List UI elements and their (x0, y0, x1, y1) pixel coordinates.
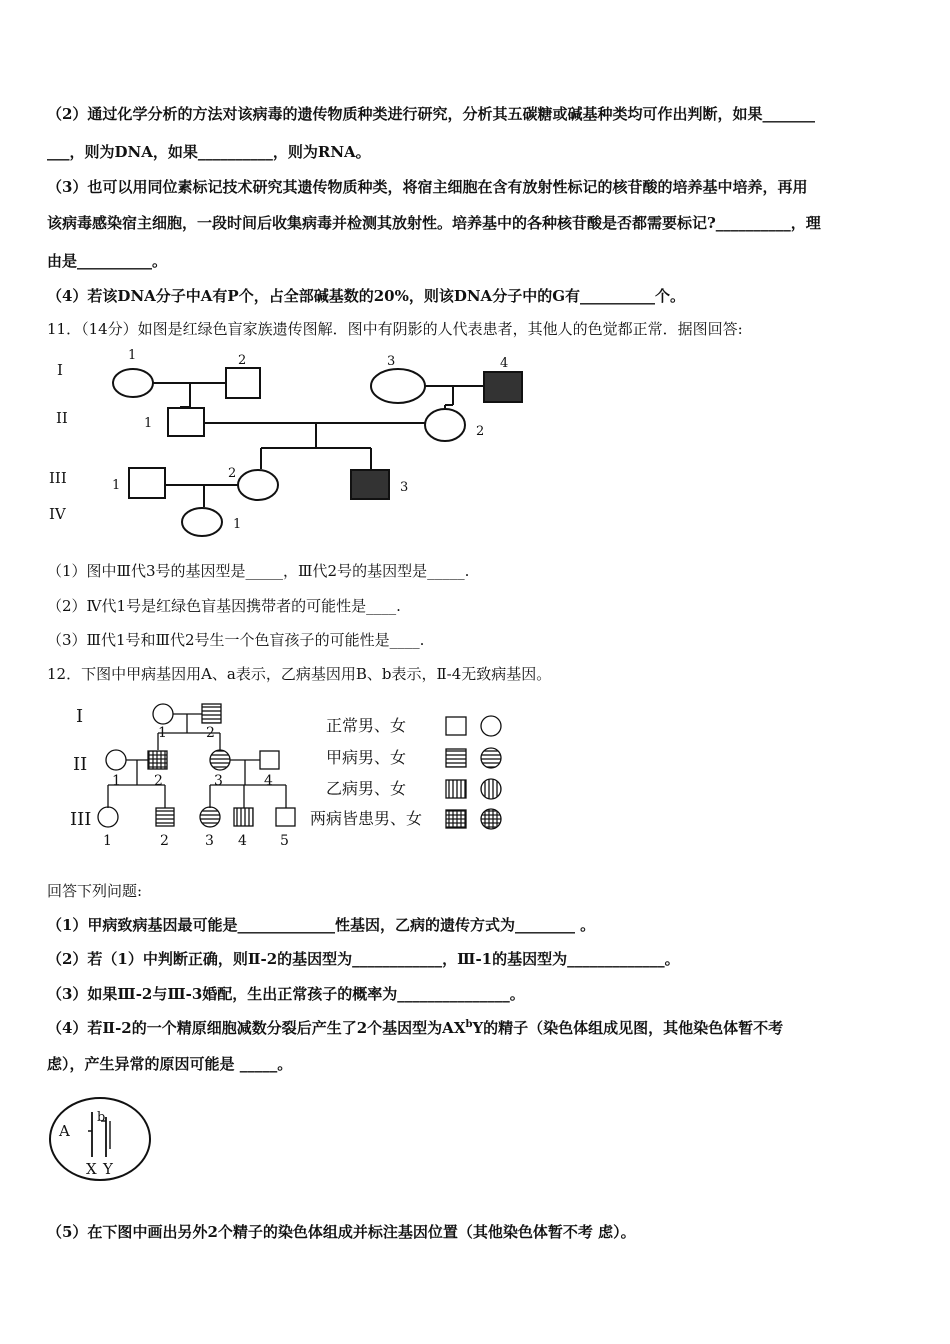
q11-num-III1: 1 (112, 478, 121, 493)
q11-II1 (168, 408, 204, 436)
q12-gen-I: I (76, 706, 84, 727)
q10-p3-line1: （3）也可以用同位素标记技术研究其遗传物质种类，将宿主细胞在含有放射性标记的核苷酸的培养基中培养，再用 (47, 178, 808, 196)
q12-q1: （1）甲病致病基因最可能是_____________性基因，乙病的遗传方式为________ 。 (47, 916, 596, 934)
q12-II2 (148, 751, 167, 769)
q12-stem: 12．下图中甲病基因用A、a表示，乙病基因用B、b表示，Ⅱ-4无致病基因。 (47, 665, 552, 683)
q11-num-III2: 2 (228, 466, 237, 481)
q12-pedigree (60, 698, 520, 858)
q12-num-I1: 1 (158, 725, 167, 741)
q11-I3 (371, 369, 425, 403)
q11-III1 (129, 468, 165, 498)
q10-p3-line2: 该病毒感染宿主细胞，一段时间后收集病毒并检测其放射性。培养基中的各种核苷酸是否都需要标记?__________，理 (47, 214, 821, 232)
q12-q4-text-a: （4）若Ⅱ-2的一个精原细胞减数分裂后产生了2个基因型为AX (47, 1019, 466, 1037)
q12-num-I2: 2 (206, 725, 215, 741)
q10-p3-line3: 由是__________。 (47, 252, 168, 270)
q12-III2 (156, 808, 174, 826)
q12-q3: （3）如果Ⅲ-2与Ⅲ-3婚配，生出正常孩子的概率为_______________。 (47, 985, 525, 1003)
q11-I2 (226, 368, 260, 398)
q11-q1: （1）图中Ⅲ代3号的基因型是_____，Ⅲ代2号的基因型是_____. (47, 562, 470, 580)
q12-num-II4: 4 (264, 773, 273, 789)
q11-num-I1: 1 (128, 348, 137, 363)
q12-I1 (153, 704, 173, 724)
q12-legend-both: 两病皆患男、女 (310, 809, 423, 828)
cell-label-A: A (59, 1122, 70, 1140)
q11-gen-III: III (49, 469, 67, 487)
q11-num-II1: 1 (144, 416, 153, 431)
q12-q4-superscript: b (465, 1019, 473, 1030)
q11-num-I4: 4 (500, 356, 509, 371)
q12-q4-line1 (47, 1017, 783, 1038)
q12-III1 (98, 807, 118, 827)
q10-p2-line2: ___，则为DNA，如果__________，则为RNA。 (47, 143, 371, 161)
q11-pedigree (40, 345, 550, 545)
q12-legend-normal: 正常男、女 (326, 716, 407, 735)
q12-q2: （2）若（1）中判断正确，则Ⅱ-2的基因型为____________，Ⅲ-1的基因型为_____________。 (47, 950, 680, 968)
q11-III3 (351, 470, 389, 499)
q11-II2 (425, 409, 465, 441)
q12-II3 (210, 750, 230, 770)
q12-num-III2: 2 (160, 833, 169, 849)
q12-num-II2: 2 (154, 773, 163, 789)
q12-gen-III: III (70, 809, 92, 830)
q11-gen-II: II (56, 409, 68, 427)
q12-num-III1: 1 (103, 833, 112, 849)
q12-num-III3: 3 (205, 833, 214, 849)
q12-num-II1: 1 (112, 773, 121, 789)
q10-p2-line1: （2）通过化学分析的方法对该病毒的遗传物质种类进行研究，分析其五碳糖或碱基种类均可作出判断，如果_______ (47, 105, 815, 123)
cell-label-X: X (86, 1160, 97, 1178)
q12-III5 (276, 808, 295, 826)
q12-gen-II: II (73, 754, 88, 775)
q12-I2 (202, 704, 221, 723)
q11-gen-IV: IV (49, 505, 66, 523)
q12-II1 (106, 750, 126, 770)
cell-label-Y: Y (103, 1160, 113, 1178)
q11-I4 (484, 372, 522, 402)
q12-num-III4: 4 (238, 833, 247, 849)
q12-num-III5: 5 (280, 833, 289, 849)
q11-q3: （3）Ⅲ代1号和Ⅲ代2号生一个色盲孩子的可能性是____. (47, 631, 425, 649)
q12-legend-jia: 甲病男、女 (326, 748, 407, 767)
q12-legend-yi: 乙病男、女 (326, 779, 407, 798)
q11-III2 (238, 470, 278, 500)
q12-q4-line2: 虑），产生异常的原因可能是 _____。 (47, 1055, 293, 1073)
q12-III4 (234, 808, 253, 826)
q11-num-I3: 3 (387, 354, 396, 369)
q11-num-II2: 2 (476, 424, 485, 439)
q10-p4: （4）若该DNA分子中A有P个，占全部碱基数的20%，则该DNA分子中的G有__________个。 (47, 287, 686, 305)
q11-num-III3: 3 (400, 480, 409, 495)
sperm-cell-diagram (48, 1095, 158, 1187)
q12-q4-text-b: Y的精子（染色体组成见图，其他染色体暂不考 (472, 1019, 784, 1037)
q11-num-IV1: 1 (233, 517, 242, 532)
q11-gen-I: I (57, 361, 63, 379)
cell-label-b: b (97, 1110, 106, 1125)
q12-II4 (260, 751, 279, 769)
q11-q2: （2）Ⅳ代1号是红绿色盲基因携带者的可能性是____. (47, 597, 401, 615)
q12-III3 (200, 807, 220, 827)
q12-answer-intro: 回答下列问题: (47, 882, 143, 900)
q11-num-I2: 2 (238, 353, 247, 368)
q12-num-II3: 3 (214, 773, 223, 789)
q11-stem: 11．（14分）如图是红绿色盲家族遗传图解．图中有阴影的人代表患者，其他人的色觉都正常．据图回答: (47, 320, 743, 338)
q11-IV1 (182, 508, 222, 536)
q11-I1 (113, 369, 153, 397)
q12-q5: （5）在下图中画出另外2个精子的染色体组成并标注基因位置（其他染色体暂不考 虑）。 (47, 1223, 636, 1241)
